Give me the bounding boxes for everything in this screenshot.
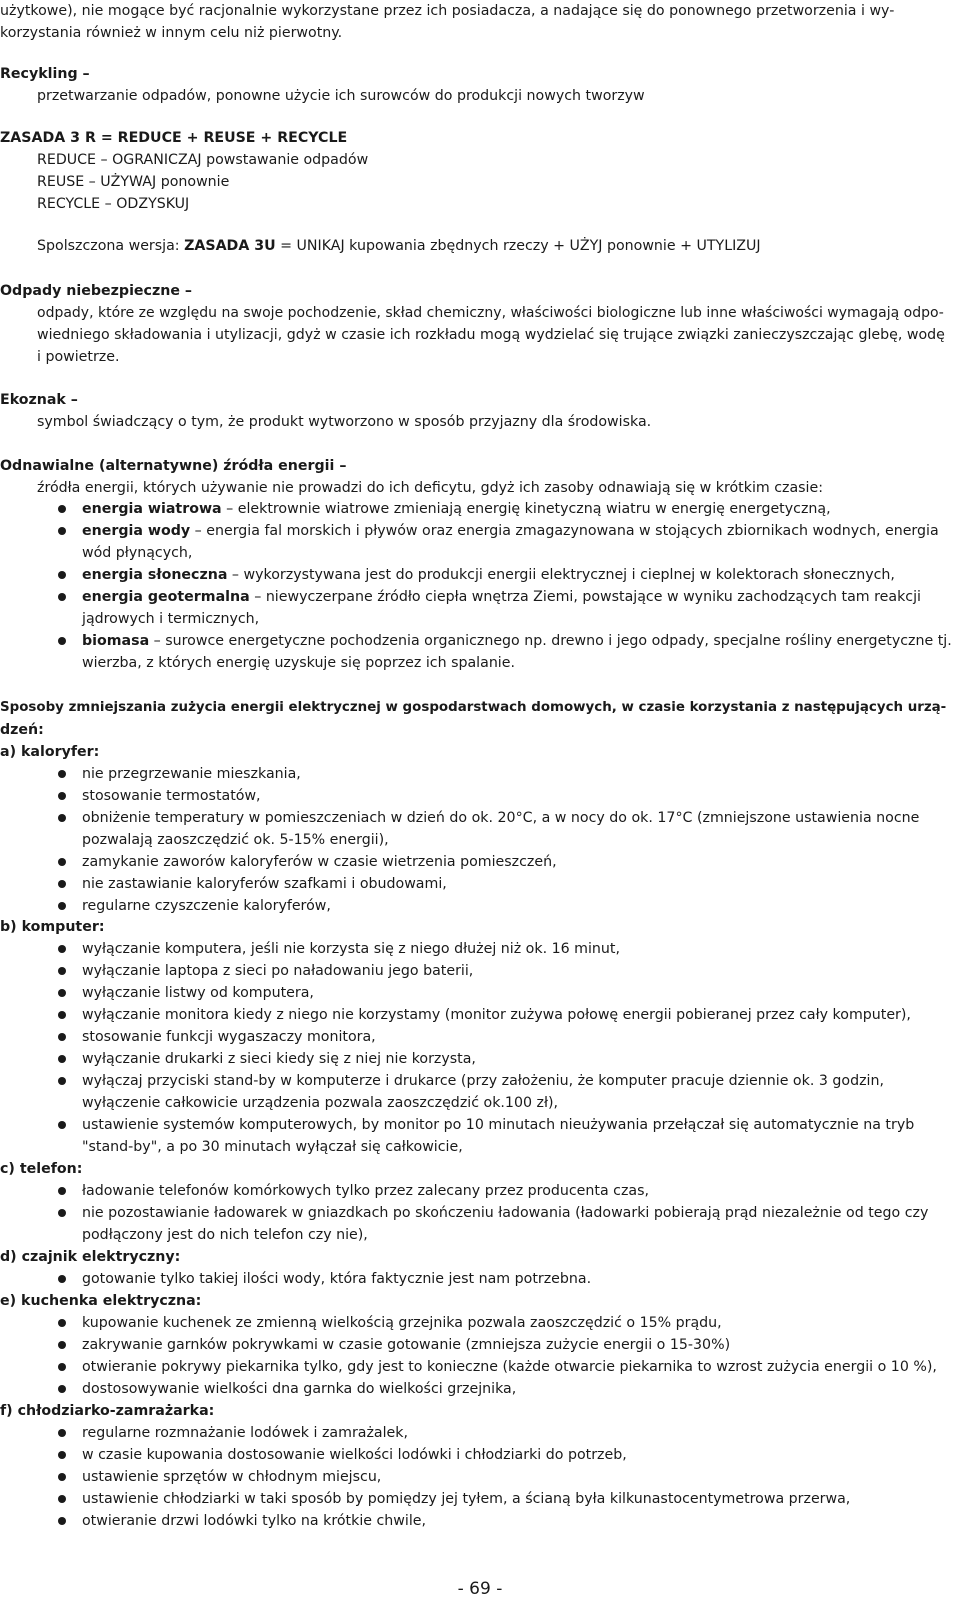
komputer-item: ustawienie systemów komputerowych, by monitor po 10 minutach nieużywania przełączał się automatycznie na tryb <box>82 1117 915 1133</box>
bullet <box>58 967 66 975</box>
chlodziarka-item: w czasie kupowania dostosowanie wielkości lodówki i chłodziarki do potrzeb, <box>82 1447 627 1463</box>
oze-geo-cont: jądrowych i termicznych, <box>82 611 260 627</box>
intro-line-1: użytkowe), nie mogące być racjonalnie wykorzystane przez ich posiadacza, a nadające się do ponownego przetworzenia i wy- <box>0 3 895 19</box>
zasada-3r-reduce: REDUCE – OGRANICZAJ powstawanie odpadów <box>37 152 369 168</box>
bullet <box>58 945 66 953</box>
komputer-label: b) komputer: <box>0 919 105 935</box>
oze-woda-cont: wód płynących, <box>82 545 193 561</box>
chlodziarka-item: ustawienie sprzętów w chłodnym miejscu, <box>82 1469 382 1485</box>
oze-geo-term: energia geotermalna <box>82 589 250 605</box>
kaloryfer-item: obniżenie temperatury w pomieszczeniach w dzień do ok. 20°C, a w nocy do ok. 17°C (zmniejszone ustawienia nocne <box>82 810 920 826</box>
oze-bio-text: – surowce energetyczne pochodzenia organicznego np. drewno i jego odpady, specjalne rośliny energetyczne tj. <box>149 633 952 649</box>
bullet <box>58 1275 66 1283</box>
kuchenka-item: kupowanie kuchenek ze zmienną wielkością grzejnika pozwala zaoszczędzić o 15% prądu, <box>82 1315 722 1331</box>
bullet <box>58 814 66 822</box>
oze-slonce-term: energia słoneczna <box>82 567 228 583</box>
page-number: - 69 - <box>457 1579 503 1599</box>
zasada-3u-line <box>37 235 761 257</box>
czajnik-item: gotowanie tylko takiej ilości wody, która faktycznie jest nam potrzebna. <box>82 1271 592 1287</box>
kaloryfer-item: stosowanie termostatów, <box>82 788 261 804</box>
bullet <box>58 527 66 535</box>
odpady-line-1: odpady, które ze względu na swoje pochodzenie, skład chemiczny, właściwości biologiczne lub inne właściwości wymagają odpo- <box>37 305 944 321</box>
bullet <box>58 1319 66 1327</box>
bullet <box>58 1011 66 1019</box>
komputer-item-cont: wyłączenie całkowicie urządzenia pozwala zaoszczędzić ok.100 zł), <box>82 1095 559 1111</box>
bullet <box>58 1341 66 1349</box>
komputer-item-cont: "stand-by", a po 30 minutach wyłączał się całkowicie, <box>82 1139 463 1155</box>
bullet <box>58 1473 66 1481</box>
chlodziarka-item: ustawienie chłodziarki w taki sposób by pomiędzy jej tyłem, a ścianą była kilkunastocentymetrowa przerwa, <box>82 1491 851 1507</box>
zasada-3r-recycle: RECYCLE – ODZYSKUJ <box>37 196 190 212</box>
bullet <box>58 571 66 579</box>
kaloryfer-item: nie zastawianie kaloryferów szafkami i obudowami, <box>82 876 447 892</box>
komputer-item: wyłączanie laptopa z sieci po naładowaniu jego baterii, <box>82 963 474 979</box>
zasada-3r-title: ZASADA 3 R = REDUCE + REUSE + RECYCLE <box>0 130 348 146</box>
bullet <box>58 880 66 888</box>
bullet <box>58 858 66 866</box>
bullet <box>58 1187 66 1195</box>
kaloryfer-item: zamykanie zaworów kaloryferów w czasie wietrzenia pomieszczeń, <box>82 854 557 870</box>
bullet <box>58 1055 66 1063</box>
oze-bio-term: biomasa <box>82 633 150 649</box>
telefon-item: nie pozostawianie ładowarek w gniazdkach po skończeniu ładowania (ładowarki pobierają prąd niezależnie od tego czy <box>82 1205 929 1221</box>
ekoznak-term: Ekoznak – <box>0 392 78 408</box>
oze-definition: źródła energii, których używanie nie prowadzi do ich deficytu, gdyż ich zasoby odnawiają się w krótkim czasie: <box>37 480 824 496</box>
komputer-item: wyłączanie listwy od komputera, <box>82 985 314 1001</box>
oze-slonce <box>82 564 895 586</box>
bullet <box>58 1495 66 1503</box>
chlodziarka-item: regularne rozmnażanie lodówek i zamrażalek, <box>82 1425 409 1441</box>
oze-woda-text: – energia fal morskich i pływów oraz energia zmagazynowana w stojących zbiornikach wodnych, energia <box>190 523 939 539</box>
bullet <box>58 902 66 910</box>
oze-bio <box>82 630 952 652</box>
telefon-item: ładowanie telefonów komórkowych tylko przez zalecany przez producenta czas, <box>82 1183 649 1199</box>
chlodziarka-item: otwieranie drzwi lodówki tylko na krótkie chwile, <box>82 1513 427 1529</box>
kaloryfer-label: a) kaloryfer: <box>0 744 100 760</box>
bullet <box>58 989 66 997</box>
kuchenka-item: otwieranie pokrywy piekarnika tylko, gdy jest to konieczne (każde otwarcie piekarnika to wzrost zużycia energii o 10 %), <box>82 1359 937 1375</box>
recykling-definition: przetwarzanie odpadów, ponowne użycie ich surowców do produkcji nowych tworzyw <box>37 88 645 104</box>
kuchenka-item: zakrywanie garnków pokrywkami w czasie gotowanie (zmniejsza zużycie energii o 15-30%) <box>82 1337 731 1353</box>
kaloryfer-item: regularne czyszczenie kaloryferów, <box>82 898 331 914</box>
oze-geo-text: – niewyczerpane źródło ciepła wnętrza Ziemi, powstające w wyniku zachodzących tam reakcji <box>249 589 921 605</box>
zasada-3u-title: ZASADA 3U <box>184 238 276 254</box>
komputer-item: stosowanie funkcji wygaszaczy monitora, <box>82 1029 376 1045</box>
bullet <box>58 1209 66 1217</box>
bullet <box>58 770 66 778</box>
odpady-line-3: i powietrze. <box>37 349 120 365</box>
komputer-item: wyłączaj przyciski stand-by w komputerze i drukarce (przy założeniu, że komputer pracuje dziennie ok. 3 godzin, <box>82 1073 884 1089</box>
bullet <box>58 1517 66 1525</box>
oze-wiatr <box>82 498 831 520</box>
recykling-term: Recykling – <box>0 66 90 82</box>
sposoby-heading-1: Sposoby zmniejszania zużycia energii elektrycznej w gospodarstwach domowych, w czasie korzystania z następujących urzą- <box>0 700 947 715</box>
oze-wiatr-term: energia wiatrowa <box>82 501 222 517</box>
chlodziarka-label: f) chłodziarko-zamrażarka: <box>0 1403 215 1419</box>
odpady-term: Odpady niebezpieczne – <box>0 283 192 299</box>
telefon-label: c) telefon: <box>0 1161 83 1177</box>
bullet <box>58 1385 66 1393</box>
bullet <box>58 1121 66 1129</box>
bullet <box>58 637 66 645</box>
ekoznak-definition: symbol świadczący o tym, że produkt wytworzono w sposób przyjazny dla środowiska. <box>37 414 652 430</box>
bullet <box>58 1363 66 1371</box>
intro-line-2: korzystania również w innym celu niż pierwotny. <box>0 25 343 41</box>
czajnik-label: d) czajnik elektryczny: <box>0 1249 181 1265</box>
kaloryfer-item-cont: pozwalają zaoszczędzić ok. 5-15% energii), <box>82 832 389 848</box>
bullet <box>58 792 66 800</box>
kaloryfer-item: nie przegrzewanie mieszkania, <box>82 766 301 782</box>
oze-geo <box>82 586 921 608</box>
bullet <box>58 1077 66 1085</box>
kuchenka-label: e) kuchenka elektryczna: <box>0 1293 202 1309</box>
odpady-line-2: wiedniego składowania i utylizacji, gdyż w czasie ich rozkładu mogą wydzielać się trujące związki zanieczyszczając glebę, wodę <box>37 327 945 343</box>
telefon-item-cont: podłączony jest do nich telefon czy nie), <box>82 1227 368 1243</box>
kuchenka-item: dostosowywanie wielkości dna garnka do wielkości grzejnika, <box>82 1381 517 1397</box>
oze-woda-term: energia wody <box>82 523 191 539</box>
oze-woda <box>82 520 939 542</box>
oze-slonce-text: – wykorzystywana jest do produkcji energii elektrycznej i cieplnej w kolektorach słonecznych, <box>227 567 895 583</box>
bullet <box>58 1429 66 1437</box>
oze-wiatr-text: – elektrownie wiatrowe zmieniają energię kinetyczną wiatru w energię energetyczną, <box>221 501 831 517</box>
oze-bio-cont: wierzba, z których energię uzyskuje się poprzez ich spalanie. <box>82 655 515 671</box>
bullet <box>58 1451 66 1459</box>
komputer-item: wyłączanie komputera, jeśli nie korzysta się z niego dłużej niż ok. 16 minut, <box>82 941 620 957</box>
bullet <box>58 505 66 513</box>
komputer-item: wyłączanie monitora kiedy z niego nie korzystamy (monitor zużywa połowę energii pobieranej przez cały komputer), <box>82 1007 911 1023</box>
bullet <box>58 593 66 601</box>
komputer-item: wyłączanie drukarki z sieci kiedy się z niej nie korzysta, <box>82 1051 476 1067</box>
zasada-3r-reuse: REUSE – UŻYWAJ ponownie <box>37 174 230 190</box>
oze-term: Odnawialne (alternatywne) źródła energii – <box>0 458 347 474</box>
zasada-3u-rest: = UNIKAJ kupowania zbędnych rzeczy + UŻYJ ponownie + UTYLIZUJ <box>275 238 761 254</box>
zasada-3u-prefix: Spolszczona wersja: <box>37 238 185 254</box>
bullet <box>58 1033 66 1041</box>
sposoby-heading-2: dzeń: <box>0 722 44 738</box>
